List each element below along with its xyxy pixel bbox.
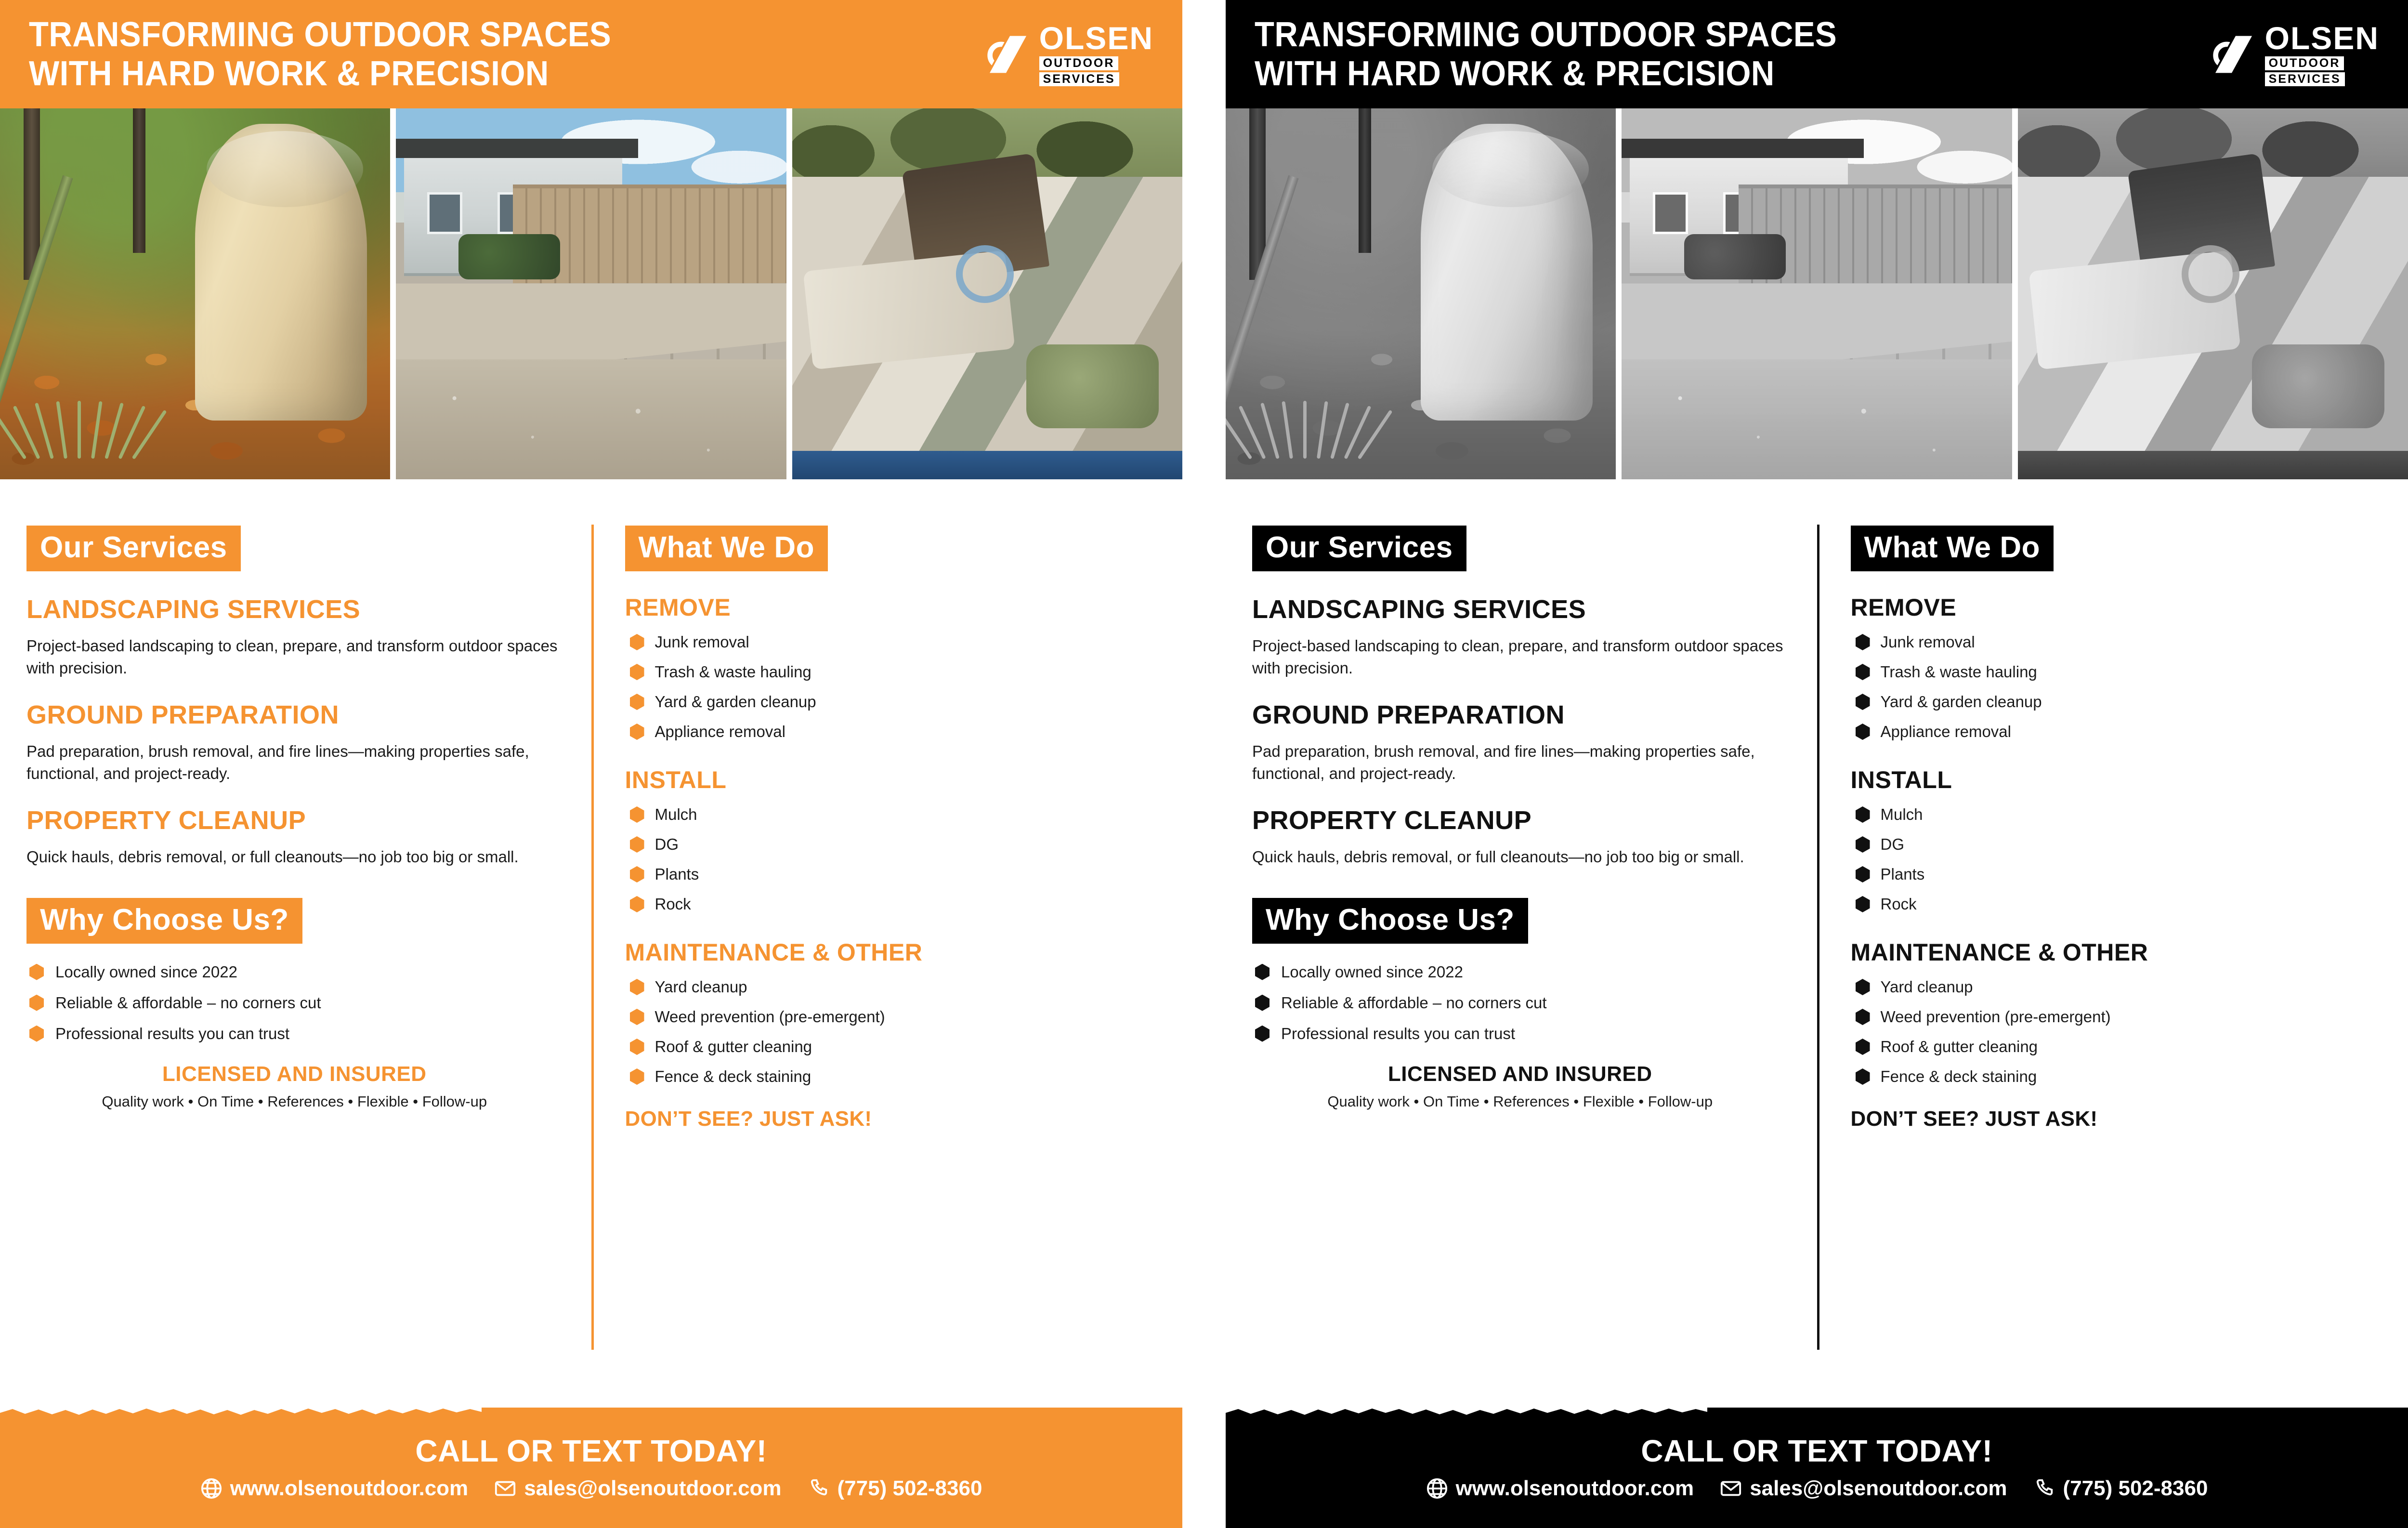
group-heading-install: INSTALL <box>625 766 727 793</box>
hexagon-bullet-icon <box>630 979 644 995</box>
photo-backyard-gravel-path <box>1622 108 2012 489</box>
service-block <box>26 700 563 784</box>
hexagon-bullet-icon <box>1856 896 1870 912</box>
service-title: PROPERTY CLEANUP <box>1252 806 1532 835</box>
hexagon-bullet-icon <box>1255 964 1269 980</box>
hexagon-bullet-icon <box>1856 1039 1870 1055</box>
what-we-do-tag: What We Do <box>625 526 828 571</box>
hexagon-bullet-icon <box>630 664 644 680</box>
photo-junk-hauling-trailer <box>792 108 1182 489</box>
list-item <box>1856 1008 2380 1026</box>
photo-torn-edge <box>0 479 1182 492</box>
what-we-do-column <box>1817 511 2408 1408</box>
list-item <box>1856 805 2380 824</box>
hexagon-bullet-icon <box>630 806 644 823</box>
hexagon-bullet-icon <box>630 724 644 740</box>
list-item <box>1856 1038 2380 1056</box>
list-item-label: Fence & deck staining <box>1880 1067 2037 1085</box>
remove-list <box>1856 633 2380 741</box>
hexagon-bullet-icon <box>29 964 44 980</box>
our-services-tag: Our Services <box>26 526 241 571</box>
company-logo <box>2211 22 2379 86</box>
why-choose-us-list <box>29 963 563 1043</box>
hexagon-bullet-icon <box>1255 995 1269 1011</box>
quality-points-text: Quality work • On Time • References • Flexible • Follow-up <box>102 1093 487 1110</box>
logo-monogram-icon <box>985 31 1032 78</box>
hexagon-bullet-icon <box>1856 866 1870 883</box>
website-contact[interactable] <box>200 1476 469 1501</box>
hexagon-bullet-icon <box>1856 1068 1870 1085</box>
call-or-text-cta: CALL OR TEXT TODAY! <box>415 1434 767 1468</box>
flyer-body <box>0 492 1182 1408</box>
photo-backyard-gravel-path <box>396 108 786 489</box>
list-item-label: Weed prevention (pre-emergent) <box>1880 1008 2111 1026</box>
list-item <box>630 1067 1154 1086</box>
contact-row <box>1426 1476 2208 1501</box>
list-item-label: Roof & gutter cleaning <box>1880 1038 2038 1055</box>
hexagon-bullet-icon <box>630 1009 644 1025</box>
service-body: Quick hauls, debris removal, or full cleanouts—no job too big or small. <box>26 848 519 866</box>
list-item-label: Junk removal <box>1880 633 1975 651</box>
list-item <box>630 723 1154 741</box>
call-or-text-cta: CALL OR TEXT TODAY! <box>1641 1434 1993 1468</box>
group-heading-maintenance: MAINTENANCE & OTHER <box>1850 939 2148 966</box>
list-item <box>1856 895 2380 913</box>
header-title-line2: WITH HARD WORK & PRECISION <box>29 54 549 93</box>
list-item-label: Plants <box>654 865 699 883</box>
list-item-label: Locally owned since 2022 <box>1281 962 1463 981</box>
hexagon-bullet-icon <box>630 634 644 650</box>
list-item <box>1255 963 1788 981</box>
group-heading-remove: REMOVE <box>625 594 731 621</box>
hexagon-bullet-icon <box>1856 836 1870 853</box>
service-block <box>1252 594 1788 679</box>
header-title-line2: WITH HARD WORK & PRECISION <box>1255 54 1775 93</box>
logo-sub-services: SERVICES <box>1039 72 1119 86</box>
list-item <box>1856 835 2380 854</box>
hexagon-bullet-icon <box>1856 634 1870 650</box>
flyer-header <box>1226 0 2408 108</box>
email-text: sales@olsenoutdoor.com <box>524 1476 782 1500</box>
list-item-label: Trash & waste hauling <box>654 663 811 681</box>
why-choose-us-tag: Why Choose Us? <box>26 898 302 944</box>
why-choose-us-tag: Why Choose Us? <box>1252 898 1528 944</box>
envelope-icon <box>494 1477 516 1500</box>
email-contact[interactable] <box>494 1476 781 1501</box>
what-we-do-column <box>591 511 1183 1408</box>
list-item-label: Appliance removal <box>654 723 785 740</box>
maintenance-list <box>630 978 1154 1086</box>
hexagon-bullet-icon <box>630 694 644 710</box>
logo-sub-services: SERVICES <box>2265 72 2345 86</box>
website-text: www.olsenoutdoor.com <box>1455 1476 1694 1500</box>
logo-name: OLSEN <box>1039 20 1153 56</box>
hexagon-bullet-icon <box>1856 1009 1870 1025</box>
list-item <box>1255 994 1788 1012</box>
list-item <box>630 1008 1154 1026</box>
list-item <box>630 663 1154 681</box>
globe-icon <box>1426 1477 1448 1500</box>
service-block <box>26 805 563 868</box>
list-item-label: DG <box>654 835 679 853</box>
list-item <box>1255 1025 1788 1043</box>
list-item <box>29 994 563 1012</box>
email-contact[interactable] <box>1720 1476 2007 1501</box>
logo-wordmark <box>2265 22 2379 86</box>
service-title: GROUND PREPARATION <box>1252 700 1565 730</box>
list-item-label: Weed prevention (pre-emergent) <box>654 1008 885 1026</box>
group-heading-install: INSTALL <box>1850 766 1952 793</box>
list-item-label: Mulch <box>654 805 697 823</box>
list-item <box>630 633 1154 651</box>
just-ask-text: DON’T SEE? JUST ASK! <box>625 1107 872 1131</box>
logo-subtitle <box>2265 56 2345 86</box>
service-title: GROUND PREPARATION <box>26 700 340 730</box>
list-item-label: Yard cleanup <box>654 978 747 996</box>
list-item <box>630 693 1154 711</box>
list-item <box>1856 978 2380 996</box>
flyer-header <box>0 0 1182 108</box>
header-title <box>1255 15 1837 93</box>
email-text: sales@olsenoutdoor.com <box>1750 1476 2007 1500</box>
flyer-monochrome <box>1226 0 2408 1528</box>
service-block <box>1252 700 1788 784</box>
list-item-label: Rock <box>654 895 691 913</box>
group-heading-remove: REMOVE <box>1850 594 1957 621</box>
list-item-label: Professional results you can trust <box>1281 1024 1516 1042</box>
logo-name: OLSEN <box>2264 20 2379 56</box>
list-item <box>630 835 1154 854</box>
footer-torn-edge <box>1226 1407 1707 1422</box>
list-item-label: Yard & garden cleanup <box>654 693 816 711</box>
hexagon-bullet-icon <box>630 1039 644 1055</box>
flyer-footer <box>0 1408 1182 1528</box>
service-body: Pad preparation, brush removal, and fire lines—making properties safe, functional, and project-ready. <box>26 742 529 782</box>
maintenance-list <box>1856 978 2380 1086</box>
hexagon-bullet-icon <box>630 836 644 853</box>
logo-sub-outdoor: OUTDOOR <box>2265 56 2344 70</box>
install-list <box>630 805 1154 913</box>
hexagon-bullet-icon <box>1255 1026 1269 1042</box>
phone-icon <box>808 1477 830 1500</box>
list-item <box>630 865 1154 883</box>
list-item-label: Mulch <box>1880 805 1923 823</box>
list-item <box>1856 663 2380 681</box>
hexagon-bullet-icon <box>630 896 644 912</box>
service-body: Project-based landscaping to clean, prepare, and transform outdoor spaces with precision. <box>26 637 558 677</box>
list-item <box>1856 1067 2380 1086</box>
service-block <box>26 594 563 679</box>
group-heading-maintenance: MAINTENANCE & OTHER <box>625 939 923 966</box>
just-ask-text: DON’T SEE? JUST ASK! <box>1850 1107 2098 1131</box>
remove-list <box>630 633 1154 741</box>
hexagon-bullet-icon <box>1856 664 1870 680</box>
photo-strip <box>1226 108 2408 489</box>
list-item-label: Reliable & affordable – no corners cut <box>55 993 321 1012</box>
hexagon-bullet-icon <box>1856 694 1870 710</box>
services-column <box>1226 511 1817 1408</box>
flyer-color <box>0 0 1182 1528</box>
phone-contact[interactable] <box>808 1476 982 1501</box>
list-item <box>29 1025 563 1043</box>
hexagon-bullet-icon <box>630 866 644 883</box>
hexagon-bullet-icon <box>1856 806 1870 823</box>
flyer-footer <box>1226 1408 2408 1528</box>
list-item <box>630 978 1154 996</box>
licensed-and-insured-text: LICENSED AND INSURED <box>162 1062 427 1086</box>
list-item-label: Locally owned since 2022 <box>55 962 237 981</box>
list-item-label: Rock <box>1880 895 1917 913</box>
hexagon-bullet-icon <box>29 995 44 1011</box>
list-item <box>1856 633 2380 651</box>
licensed-block <box>26 1062 563 1110</box>
website-text: www.olsenoutdoor.com <box>230 1476 469 1500</box>
service-block <box>1252 805 1788 868</box>
list-item-label: Junk removal <box>654 633 749 651</box>
photo-leaf-bag-and-rake <box>1226 108 1616 489</box>
list-item-label: DG <box>1880 835 1904 853</box>
header-title-line1: TRANSFORMING OUTDOOR SPACES <box>1255 15 1837 54</box>
list-item-label: Reliable & affordable – no corners cut <box>1281 993 1547 1012</box>
logo-monogram-icon <box>2211 31 2257 78</box>
globe-icon <box>200 1477 222 1500</box>
phone-contact[interactable] <box>2033 1476 2208 1501</box>
hexagon-bullet-icon <box>630 1068 644 1085</box>
why-choose-us-list <box>1255 963 1788 1043</box>
list-item-label: Trash & waste hauling <box>1880 663 2037 681</box>
footer-torn-edge <box>0 1407 482 1422</box>
phone-icon <box>2033 1477 2055 1500</box>
list-item <box>630 1038 1154 1056</box>
licensed-and-insured-text: LICENSED AND INSURED <box>1387 1062 1652 1086</box>
hexagon-bullet-icon <box>29 1026 44 1042</box>
hexagon-bullet-icon <box>1856 979 1870 995</box>
website-contact[interactable] <box>1426 1476 1694 1501</box>
logo-sub-outdoor: OUTDOOR <box>1039 56 1119 70</box>
list-item <box>1856 865 2380 883</box>
licensed-block <box>1252 1062 1788 1110</box>
hexagon-bullet-icon <box>1856 724 1870 740</box>
install-list <box>1856 805 2380 913</box>
list-item-label: Appliance removal <box>1880 723 2011 740</box>
list-item <box>29 963 563 981</box>
photo-junk-hauling-trailer <box>2018 108 2408 489</box>
service-body: Pad preparation, brush removal, and fire lines—making properties safe, functional, and project-ready. <box>1252 742 1755 782</box>
service-title: LANDSCAPING SERVICES <box>26 595 361 624</box>
list-item-label: Yard & garden cleanup <box>1880 693 2042 711</box>
flyer-body <box>1226 492 2408 1408</box>
service-title: PROPERTY CLEANUP <box>26 806 306 835</box>
service-title: LANDSCAPING SERVICES <box>1252 595 1586 624</box>
list-item-label: Plants <box>1880 865 1925 883</box>
list-item-label: Roof & gutter cleaning <box>654 1038 812 1055</box>
photo-leaf-bag-and-rake <box>0 108 390 489</box>
list-item-label: Yard cleanup <box>1880 978 1973 996</box>
list-item <box>1856 693 2380 711</box>
list-item-label: Fence & deck staining <box>654 1067 811 1085</box>
service-body: Quick hauls, debris removal, or full cleanouts—no job too big or small. <box>1252 848 1744 866</box>
envelope-icon <box>1720 1477 1742 1500</box>
header-title-line1: TRANSFORMING OUTDOOR SPACES <box>29 15 612 54</box>
what-we-do-tag: What We Do <box>1851 526 2054 571</box>
phone-text: (775) 502-8360 <box>2063 1476 2208 1500</box>
list-item <box>1856 723 2380 741</box>
our-services-tag: Our Services <box>1252 526 1466 571</box>
service-body: Project-based landscaping to clean, prepare, and transform outdoor spaces with precision. <box>1252 637 1783 677</box>
list-item-label: Professional results you can trust <box>55 1024 290 1042</box>
phone-text: (775) 502-8360 <box>837 1476 982 1500</box>
logo-wordmark <box>1039 22 1153 86</box>
contact-row <box>200 1476 982 1501</box>
logo-subtitle <box>1039 56 1119 86</box>
services-column <box>0 511 591 1408</box>
header-title <box>29 15 611 93</box>
quality-points-text: Quality work • On Time • References • Flexible • Follow-up <box>1327 1093 1713 1110</box>
company-logo <box>985 22 1153 86</box>
photo-strip <box>0 108 1182 489</box>
list-item <box>630 805 1154 824</box>
list-item <box>630 895 1154 913</box>
photo-torn-edge <box>1226 479 2408 492</box>
